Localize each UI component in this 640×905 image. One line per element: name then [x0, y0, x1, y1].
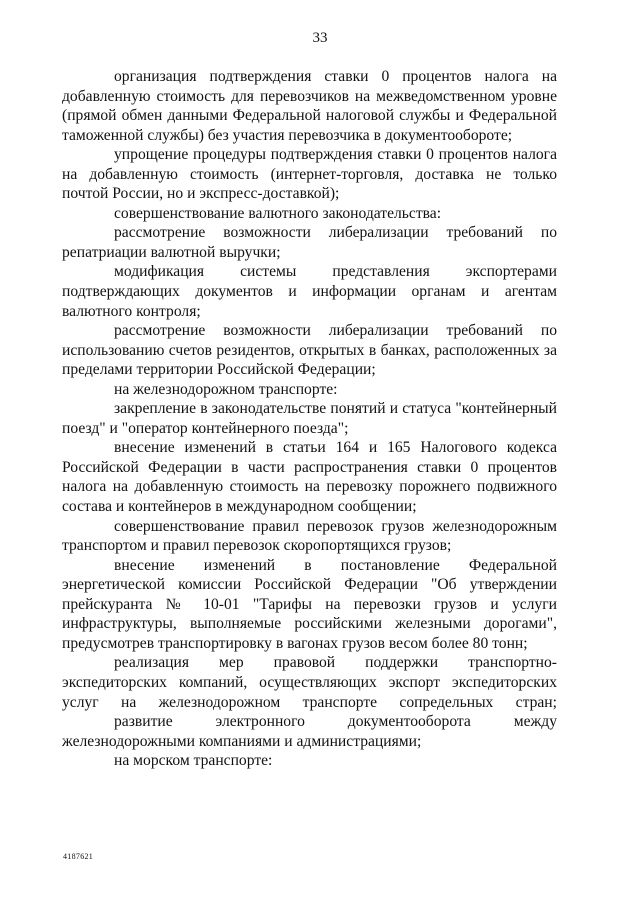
paragraph-tariff-amendments: внесение изменений в постановление Федеральной энергетической комиссии Российской Федерации "Об утверждении прейскуранта № 10-01 "Тарифы на перевозки грузов и услуги инфраструктуры, выполняемые российскими железными дорогами", предусмотрев транспортировку в вагонах грузов весом более 80 тонн; — [62, 556, 557, 652]
paragraph-container-train: закрепление в законодательстве понятий и статуса "контейнерный поезд" и "оператор контейнерного поезда"; — [62, 400, 557, 437]
paragraph-forwarding-support: реализация мер правовой поддержки транспортно-экспедиторских компаний, осуществляющих экспорт экспедиторских услуг на железнодорожном транспорте сопредельных стран; — [62, 654, 557, 711]
paragraph-vat-simplification: упрощение процедуры подтверждения ставки 0 процентов налога на добавленную стоимость (интернет-торговля, доставка не только почтой России, но и экспресс-доставкой); — [62, 146, 557, 203]
document-body — [62, 67, 557, 771]
paragraph-foreign-accounts: рассмотрение возможности либерализации требований по использованию счетов резидентов, открытых в банках, расположенных за пределами территории Российской Федерации; — [62, 322, 557, 379]
paragraph-electronic-docs: развитие электронного документооборота между железнодорожными компаниями и администрациями; — [62, 713, 557, 750]
paragraph-repatriation: рассмотрение возможности либерализации требований по репатриации валютной выручки; — [62, 224, 557, 261]
paragraph-maritime-heading: на морском транспорте: — [114, 752, 273, 770]
paragraph-currency-legislation: совершенствование валютного законодательства: — [114, 204, 442, 222]
document-id: 4187621 — [63, 852, 94, 861]
paragraph-railway-heading: на железнодорожном транспорте: — [114, 380, 338, 398]
paragraph-documents-modification: модификация системы представления экспортерами подтверждающих документов и информации органам и агентам валютного контроля; — [62, 263, 557, 320]
page-number: 33 — [312, 30, 328, 46]
paragraph-tax-code-amendments: внесение изменений в статьи 164 и 165 Налогового кодекса Российской Федерации в части распространения ставки 0 процентов налога на добавленную стоимость на перевозку порожнего подвижного состава и контейнеров в международном сообщении; — [62, 439, 557, 516]
paragraph-freight-rules: совершенствование правил перевозок грузов железнодорожным транспортом и правил перевозок скоропортящихся грузов; — [62, 517, 557, 555]
paragraph-vat-interagency: организация подтверждения ставки 0 процентов налога на добавленную стоимость для перевозчиков на межведомственном уровне (прямой обмен данными Федеральной налоговой службы и Федеральной таможенной службы) без участия перевозчика в документообороте; — [62, 68, 557, 144]
